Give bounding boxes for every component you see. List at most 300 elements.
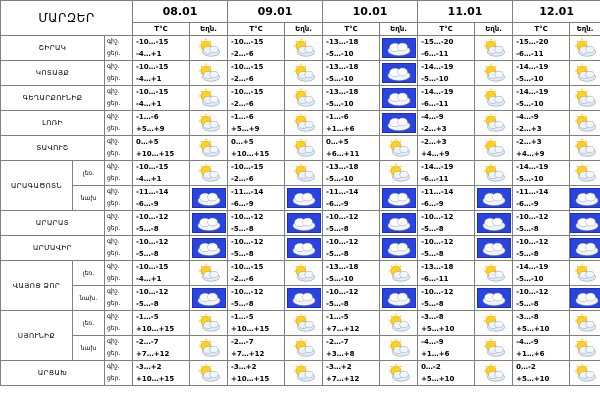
night-temp: -10…-12 [231,238,264,246]
day-label: ցեր. [107,150,121,157]
night-temp: -3…-8 [421,313,444,321]
day-temp: +10…+15 [231,375,270,383]
day-temp: -5…-8 [326,225,349,233]
weather-header: Եղն. [475,23,513,36]
night-temp: -1…-5 [231,313,254,321]
temperature-cell [513,236,570,261]
day-label: ցեր. [107,200,121,207]
cloudy-icon [475,236,513,261]
temperature-cell [323,186,380,211]
night-temp: -10…-12 [136,288,169,296]
partly-cloudy-icon [570,86,600,111]
day-temp: +1…+6 [326,125,355,133]
temperature-cell [323,111,380,136]
temp-header: T°C [418,23,475,36]
partly-cloudy-icon [190,261,228,286]
region-row [1,286,600,311]
night-temp: -1…-5 [326,313,349,321]
day-temp: +10…+15 [231,150,270,158]
region-row [1,61,600,86]
night-temp: 0…-2 [516,363,536,371]
day-temp: -5…-8 [231,250,254,258]
region-row [1,161,600,186]
night-temp: -2…+3 [421,138,447,146]
day-temp: +5…+10 [421,325,455,333]
region-row [1,361,600,386]
region-row [1,236,600,261]
time-labels [105,236,133,261]
night-temp: -3…+2 [231,363,257,371]
night-temp: 0…+5 [136,138,159,146]
cloudy-icon [380,186,418,211]
temperature-cell [228,311,285,336]
region-name: ԱՐՄԱՎԻՐ [1,236,105,261]
night-temp: -10…-12 [231,213,264,221]
cloudy-icon [380,36,418,61]
day-temp: -5…-8 [326,250,349,258]
temperature-cell [418,161,475,186]
temperature-cell [418,286,475,311]
day-temp: -6…-11 [421,275,449,283]
partly-cloudy-icon [570,261,600,286]
partly-cloudy-icon [380,336,418,361]
partly-cloudy-icon [190,361,228,386]
night-temp: -3…-8 [516,313,539,321]
cloudy-icon [380,236,418,261]
day-temp: -6…-9 [421,200,444,208]
partly-cloudy-icon [475,261,513,286]
temperature-cell [228,86,285,111]
night-temp: -10…-12 [421,288,454,296]
day-label: ցեր. [107,250,121,257]
day-temp: -5…-8 [326,300,349,308]
temperature-cell [513,111,570,136]
night-temp: -10…-12 [516,238,549,246]
region-row [1,211,600,236]
night-temp: -10…-12 [231,288,264,296]
partly-cloudy-icon [285,61,323,86]
time-labels [105,311,133,336]
time-labels [105,286,133,311]
day-temp: -5…-8 [516,300,539,308]
region-row [1,336,600,361]
partly-cloudy-icon [475,36,513,61]
day-temp: -2…+3 [421,125,447,133]
temperature-cell [133,161,190,186]
cloudy-icon [475,211,513,236]
day-temp: -5…-10 [326,50,354,58]
time-labels [105,211,133,236]
time-labels [105,261,133,286]
temperature-cell [418,136,475,161]
time-labels [105,136,133,161]
night-temp: 0…+5 [326,138,349,146]
region-row [1,136,600,161]
day-temp: -5…-8 [231,300,254,308]
night-temp: 0…+5 [231,138,254,146]
temperature-cell [228,161,285,186]
day-temp: -6…-9 [326,200,349,208]
temperature-cell [418,111,475,136]
day-temp: -4…+1 [136,175,162,183]
night-temp: -10…-12 [326,288,359,296]
night-label: գիշ. [107,288,120,295]
night-temp: -13…-18 [421,263,454,271]
night-temp: -10…-15 [136,38,169,46]
night-label: գիշ. [107,163,120,170]
temperature-cell [323,36,380,61]
night-temp: -2…-7 [231,338,254,346]
temperature-cell [133,86,190,111]
night-temp: -3…+2 [326,363,352,371]
day-label: ցեր. [107,275,121,282]
partly-cloudy-icon [285,161,323,186]
night-temp: 0…-2 [421,363,441,371]
time-labels [105,86,133,111]
temperature-cell [133,111,190,136]
weather-header: Եղն. [285,23,323,36]
day-temp: +7…+12 [326,375,360,383]
day-temp: -5…-10 [326,75,354,83]
cloudy-icon [190,186,228,211]
temperature-cell [513,261,570,286]
temperature-cell [228,211,285,236]
night-temp: -10…-12 [421,238,454,246]
time-labels [105,111,133,136]
day-temp: -6…-11 [421,50,449,58]
temperature-cell [133,286,190,311]
temperature-cell [133,36,190,61]
partly-cloudy-icon [190,311,228,336]
day-label: ցեր. [107,375,121,382]
temperature-cell [323,61,380,86]
temperature-cell [133,186,190,211]
day-label: ցեր. [107,75,121,82]
day-temp: -2…-6 [231,100,254,108]
day-label: ցեր. [107,225,121,232]
partly-cloudy-icon [285,261,323,286]
region-name: ՍՅՈՒՆԻՔ [1,311,73,361]
cloudy-icon [285,236,323,261]
temperature-cell [513,86,570,111]
night-temp: -4…-9 [421,338,444,346]
night-temp: -10…-15 [136,63,169,71]
temperature-cell [323,311,380,336]
day-temp: +5…+9 [136,125,165,133]
temperature-cell [228,361,285,386]
night-temp: -11…-14 [421,188,454,196]
temperature-cell [133,136,190,161]
cloudy-icon [475,286,513,311]
temp-header: T°C [228,23,285,36]
temperature-cell [418,61,475,86]
night-label: գիշ. [107,63,120,70]
temperature-cell [228,261,285,286]
night-temp: -4…-9 [421,113,444,121]
night-temp: -1…-6 [231,113,254,121]
partly-cloudy-icon [285,336,323,361]
day-temp: +4…+9 [421,150,450,158]
day-temp: -2…+3 [516,125,542,133]
partly-cloudy-icon [475,361,513,386]
weather-header: Եղն. [570,23,600,36]
partly-cloudy-icon [570,311,600,336]
cloudy-icon [380,111,418,136]
day-temp: -5…-8 [136,300,159,308]
temperature-cell [133,261,190,286]
day-temp: +7…+12 [231,350,265,358]
temperature-cell [513,36,570,61]
partly-cloudy-icon [475,111,513,136]
day-temp: -5…-8 [516,225,539,233]
night-label: գիշ. [107,363,120,370]
night-temp: -11…-14 [516,188,549,196]
partly-cloudy-icon [570,61,600,86]
time-labels [105,61,133,86]
cloudy-icon [570,186,600,211]
partly-cloudy-icon [570,161,600,186]
night-label: գիշ. [107,38,120,45]
night-temp: -14…-19 [421,163,454,171]
region-row [1,36,600,61]
cloudy-icon [380,286,418,311]
time-labels [105,186,133,211]
day-temp: -4…+1 [136,100,162,108]
night-temp: -4…-9 [516,113,539,121]
night-temp: -10…-12 [516,288,549,296]
region-row [1,261,600,286]
partly-cloudy-icon [380,136,418,161]
night-label: գիշ. [107,88,120,95]
temperature-cell [133,311,190,336]
day-temp: -5…-8 [136,250,159,258]
temperature-cell [513,61,570,86]
region-name: ԼՈՌԻ [1,111,105,136]
night-temp: -10…-15 [136,263,169,271]
temperature-cell [323,211,380,236]
partly-cloudy-icon [475,61,513,86]
day-label: ցեր. [107,350,121,357]
day-temp: -2…-6 [231,275,254,283]
region-name: ԱՐԱՐԱՏ [1,211,105,236]
day-temp: -5…-10 [326,275,354,283]
day-temp: +4…+9 [516,150,545,158]
cloudy-icon [190,211,228,236]
night-temp: -13…-18 [326,63,359,71]
night-temp: -10…-12 [421,213,454,221]
subregion-label: լեռ. [73,161,105,186]
temperature-cell [323,336,380,361]
night-temp: -15…-20 [421,38,454,46]
day-temp: -5…-8 [231,225,254,233]
subregion-label: նախ [73,186,105,211]
night-temp: -10…-15 [231,88,264,96]
temperature-cell [418,86,475,111]
partly-cloudy-icon [285,36,323,61]
night-label: գիշ. [107,113,120,120]
temperature-cell [418,211,475,236]
temperature-cell [323,261,380,286]
temperature-cell [513,136,570,161]
day-label: ցեր. [107,125,121,132]
temperature-cell [513,361,570,386]
forecast-body [1,36,600,386]
day-temp: +5…+10 [516,325,550,333]
night-label: գիշ. [107,338,120,345]
day-temp: -6…-11 [516,50,544,58]
cloudy-icon [570,286,600,311]
day-temp: +10…+15 [136,375,175,383]
day-temp: +5…+9 [231,125,260,133]
temp-header: T°C [323,23,380,36]
night-temp: -14…-19 [421,63,454,71]
night-temp: -2…-7 [326,338,349,346]
temperature-cell [323,236,380,261]
temperature-cell [323,286,380,311]
night-label: գիշ. [107,238,120,245]
temperature-cell [228,336,285,361]
day-temp: -2…-6 [231,50,254,58]
temperature-cell [228,61,285,86]
time-labels [105,36,133,61]
night-temp: -13…-18 [326,263,359,271]
region-name: ԱՐԱԳԱԾՈՏՆ [1,161,73,211]
partly-cloudy-icon [285,136,323,161]
partly-cloudy-icon [285,361,323,386]
temperature-cell [513,286,570,311]
temperature-cell [133,236,190,261]
partly-cloudy-icon [190,61,228,86]
region-name: ԱՐՑԱԽ [1,361,105,386]
temperature-cell [228,111,285,136]
temperature-cell [323,86,380,111]
temperature-cell [513,211,570,236]
day-temp: -5…-8 [421,225,444,233]
day-label: ցեր. [107,100,121,107]
temperature-cell [133,211,190,236]
cloudy-icon [570,236,600,261]
day-temp: -5…-8 [516,250,539,258]
partly-cloudy-icon [570,361,600,386]
day-temp: -6…-11 [421,100,449,108]
day-temp: -5…-8 [421,300,444,308]
date-header: 10.01 [323,1,418,23]
night-temp: -10…-12 [516,213,549,221]
night-label: գիշ. [107,313,120,320]
partly-cloudy-icon [190,86,228,111]
night-temp: -14…-19 [516,163,549,171]
partly-cloudy-icon [380,361,418,386]
night-temp: -10…-12 [326,238,359,246]
temperature-cell [418,36,475,61]
temperature-cell [418,261,475,286]
night-label: գիշ. [107,213,120,220]
region-row [1,111,600,136]
cloudy-icon [475,186,513,211]
day-temp: +10…+15 [136,150,175,158]
region-row [1,86,600,111]
night-temp: -14…-19 [516,263,549,271]
time-labels [105,361,133,386]
night-temp: -2…-7 [136,338,159,346]
day-temp: -5…-8 [136,225,159,233]
day-label: ցեր. [107,50,121,57]
day-temp: +7…+12 [326,325,360,333]
day-temp: -5…-10 [516,75,544,83]
time-labels [105,161,133,186]
day-label: ցեր. [107,175,121,182]
night-temp: -13…-18 [326,88,359,96]
day-temp: -5…-10 [516,175,544,183]
night-temp: -2…+3 [516,138,542,146]
partly-cloudy-icon [190,36,228,61]
night-temp: -1…-5 [136,313,159,321]
temperature-cell [513,186,570,211]
subregion-label: լեռ. [73,311,105,336]
day-temp: -2…-6 [231,175,254,183]
night-temp: -11…-14 [326,188,359,196]
day-temp: -5…-10 [516,275,544,283]
day-temp: +1…+6 [516,350,545,358]
night-temp: -10…-12 [136,238,169,246]
weather-header: Եղն. [380,23,418,36]
time-labels [105,336,133,361]
day-temp: -2…-6 [231,75,254,83]
night-temp: -10…-12 [136,213,169,221]
temperature-cell [323,161,380,186]
night-label: գիշ. [107,188,120,195]
temperature-cell [418,361,475,386]
region-name: ՇԻՐԱԿ [1,36,105,61]
night-temp: -3…+2 [136,363,162,371]
temperature-cell [323,361,380,386]
partly-cloudy-icon [285,311,323,336]
day-temp: -5…-10 [516,100,544,108]
day-temp: +5…+10 [421,375,455,383]
temperature-cell [228,36,285,61]
day-temp: +3…+8 [326,350,355,358]
partly-cloudy-icon [475,161,513,186]
temp-header: T°C [133,23,190,36]
night-temp: -1…-6 [326,113,349,121]
cloudy-icon [190,236,228,261]
cloudy-icon [380,61,418,86]
night-temp: -10…-15 [231,38,264,46]
night-temp: -1…-6 [136,113,159,121]
night-temp: -10…-15 [231,163,264,171]
day-temp: -6…-9 [231,200,254,208]
temperature-cell [228,186,285,211]
temp-header: T°C [513,23,570,36]
partly-cloudy-icon [380,261,418,286]
cloudy-icon [380,211,418,236]
temperature-cell [418,336,475,361]
night-temp: -10…-15 [136,163,169,171]
partly-cloudy-icon [570,111,600,136]
partly-cloudy-icon [475,336,513,361]
day-temp: -5…-8 [421,250,444,258]
partly-cloudy-icon [570,136,600,161]
temperature-cell [323,136,380,161]
night-temp: -11…-14 [136,188,169,196]
partly-cloudy-icon [475,136,513,161]
partly-cloudy-icon [475,311,513,336]
partly-cloudy-icon [190,136,228,161]
night-temp: -14…-19 [516,63,549,71]
night-temp: -14…-19 [516,88,549,96]
day-label: ցեր. [107,325,121,332]
subregion-label: նախ. [73,286,105,311]
